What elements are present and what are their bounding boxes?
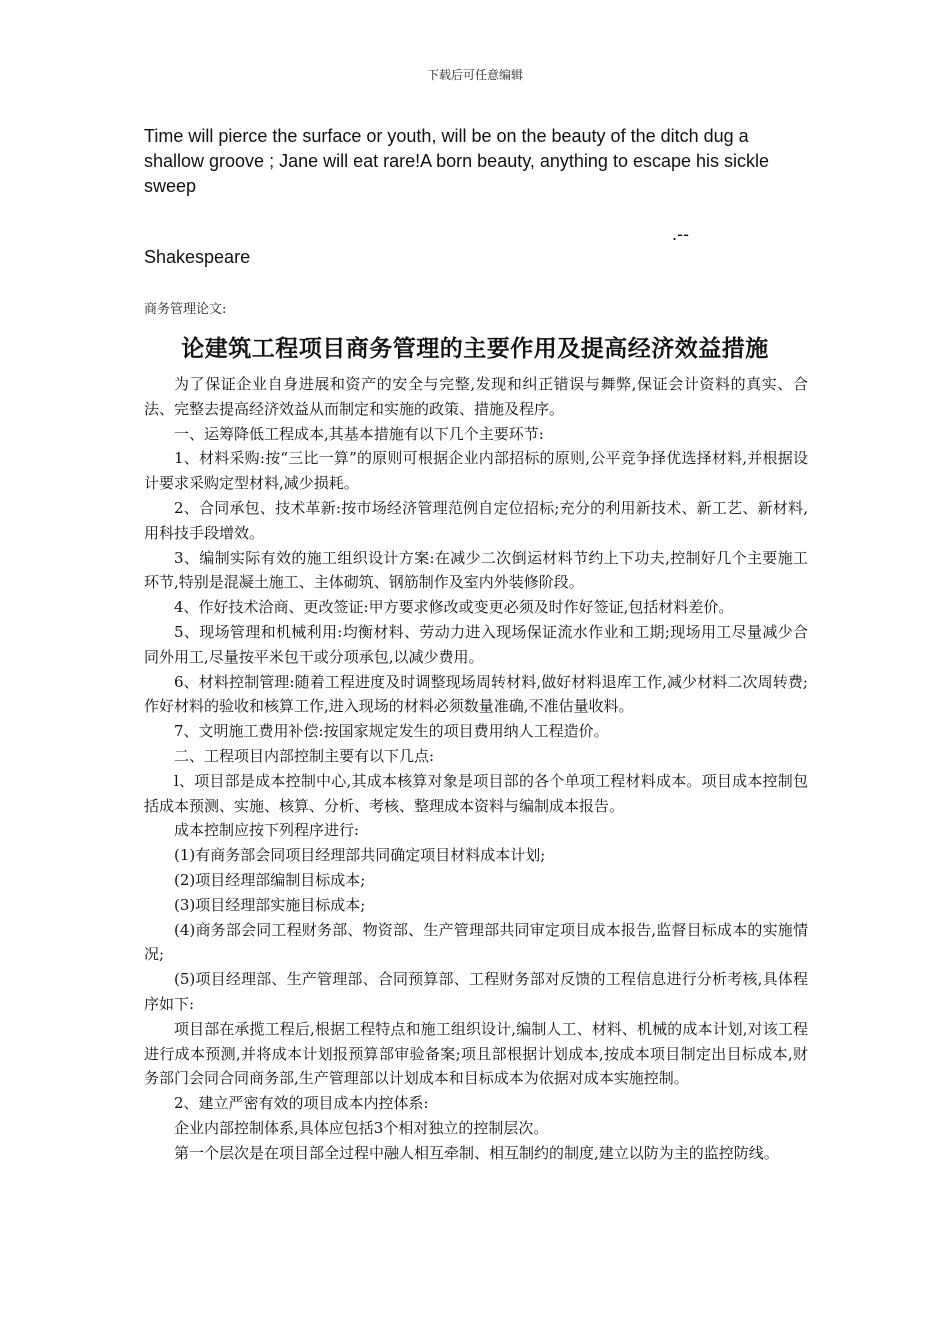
paragraph: 成本控制应按下列程序进行: xyxy=(174,821,360,840)
paragraph: 二、工程项目内部控制主要有以下几点: xyxy=(174,746,435,765)
paragraph: 为了保证企业自身进展和资产的安全与完整,发现和纠正错误与舞弊,保证会计资料的真实、合法、完整去提高经济效益从而制定和实施的政策、措施及程序。 xyxy=(144,375,808,418)
epigraph-dash: .-- xyxy=(672,224,689,244)
paragraph: 2、合同承包、技术革新:按市场经济管理范例自定位招标;充分的利用新技术、新工艺、新材料,用科技手段增效。 xyxy=(144,498,808,542)
document-category-label: 商务管理论文: xyxy=(144,302,227,317)
paragraph: 项目部在承揽工程后,根据工程特点和施工组织设计,编制人工、材料、机械的成本计划,对该工程进行成本预测,并将成本计划报预算部审验备案;项且部根据计划成本,按成本项目制定出目标成本,财务部门会同合同商务部,生产管理部以计划成本和目标成本为依据对成本实施控制。 xyxy=(144,1019,808,1088)
page-header-note: 下载后可任意编辑 xyxy=(426,68,523,82)
paragraph: 7、文明施工费用补偿:按国家规定发生的项目费用纳人工程造价。 xyxy=(174,722,609,741)
paragraph: (1)有商务部会同项目经理部共同确定项目材料成本计划; xyxy=(174,846,546,865)
paragraph: 一、运筹降低工程成本,其基本措施有以下几个主要环节: xyxy=(174,424,544,443)
paragraph: (4)商务部会同工程财务部、物资部、生产管理部共同审定项目成本报告,监督目标成本的实施情况; xyxy=(144,920,808,964)
paragraph: 2、建立严密有效的项目成本内控体系: xyxy=(174,1094,429,1113)
paragraph: 企业内部控制体系,具体应包括3个相对独立的控制层次。 xyxy=(174,1118,549,1137)
epigraph-quote: Time will pierce the surface or youth, will be on the beauty of the ditch dug a shallow groove ; Jane will eat rare!A born beauty, anything to escape his sickle sweep xyxy=(144,126,770,196)
paragraph: (2)项目经理部编制目标成本; xyxy=(174,870,366,889)
epigraph-author: Shakespeare xyxy=(144,247,251,267)
paragraph: (5)项目经理部、生产管理部、合同预算部、工程财务部对反馈的工程信息进行分析考核,具体程序如下: xyxy=(144,970,808,1013)
paragraph: 6、材料控制管理:随着工程进度及时调整现场周转材料,做好材料退库工作,减少材料二次周转费;作好材料的验收和核算工作,进入现场的材料必须数量准确,不准估量收料。 xyxy=(144,672,808,716)
paragraph: (3)项目经理部实施目标成本; xyxy=(174,895,366,914)
paragraph: 5、现场管理和机械利用:均衡材料、劳动力进入现场保证流水作业和工期;现场用工尽量减少合同外用工,尽量按平米包干或分项承包,以减少费用。 xyxy=(144,622,808,666)
paragraph: 4、作好技术洽商、更改签证:甲方要求修改或变更必须及时作好签证,包括材料差价。 xyxy=(174,598,734,617)
paragraph: l、项目部是成本控制中心,其成本核算对象是项目部的各个单项工程材料成本。项目成本控制包括成本预测、实施、核算、分析、考核、整理成本资料与编制成本报告。 xyxy=(144,771,808,815)
paragraph: 3、编制实际有效的施工组织设计方案:在减少二次倒运材料节约上下功夫,控制好几个主要施工环节,特别是混凝土施工、主体砌筑、钢筋制作及室内外装修阶段。 xyxy=(144,548,808,592)
paragraph: 第一个层次是在项目部全过程中融人相互牵制、相互制约的制度,建立以防为主的监控防线。 xyxy=(174,1143,779,1162)
document-title: 论建筑工程项目商务管理的主要作用及提高经济效益措施 xyxy=(181,335,769,362)
paragraph: 1、材料采购:按“三比一算”的原则可根据企业内部招标的原则,公平竞争择优选择材料,并根据设计要求采购定型材料,减少损耗。 xyxy=(144,449,808,493)
document-body xyxy=(144,372,808,1166)
